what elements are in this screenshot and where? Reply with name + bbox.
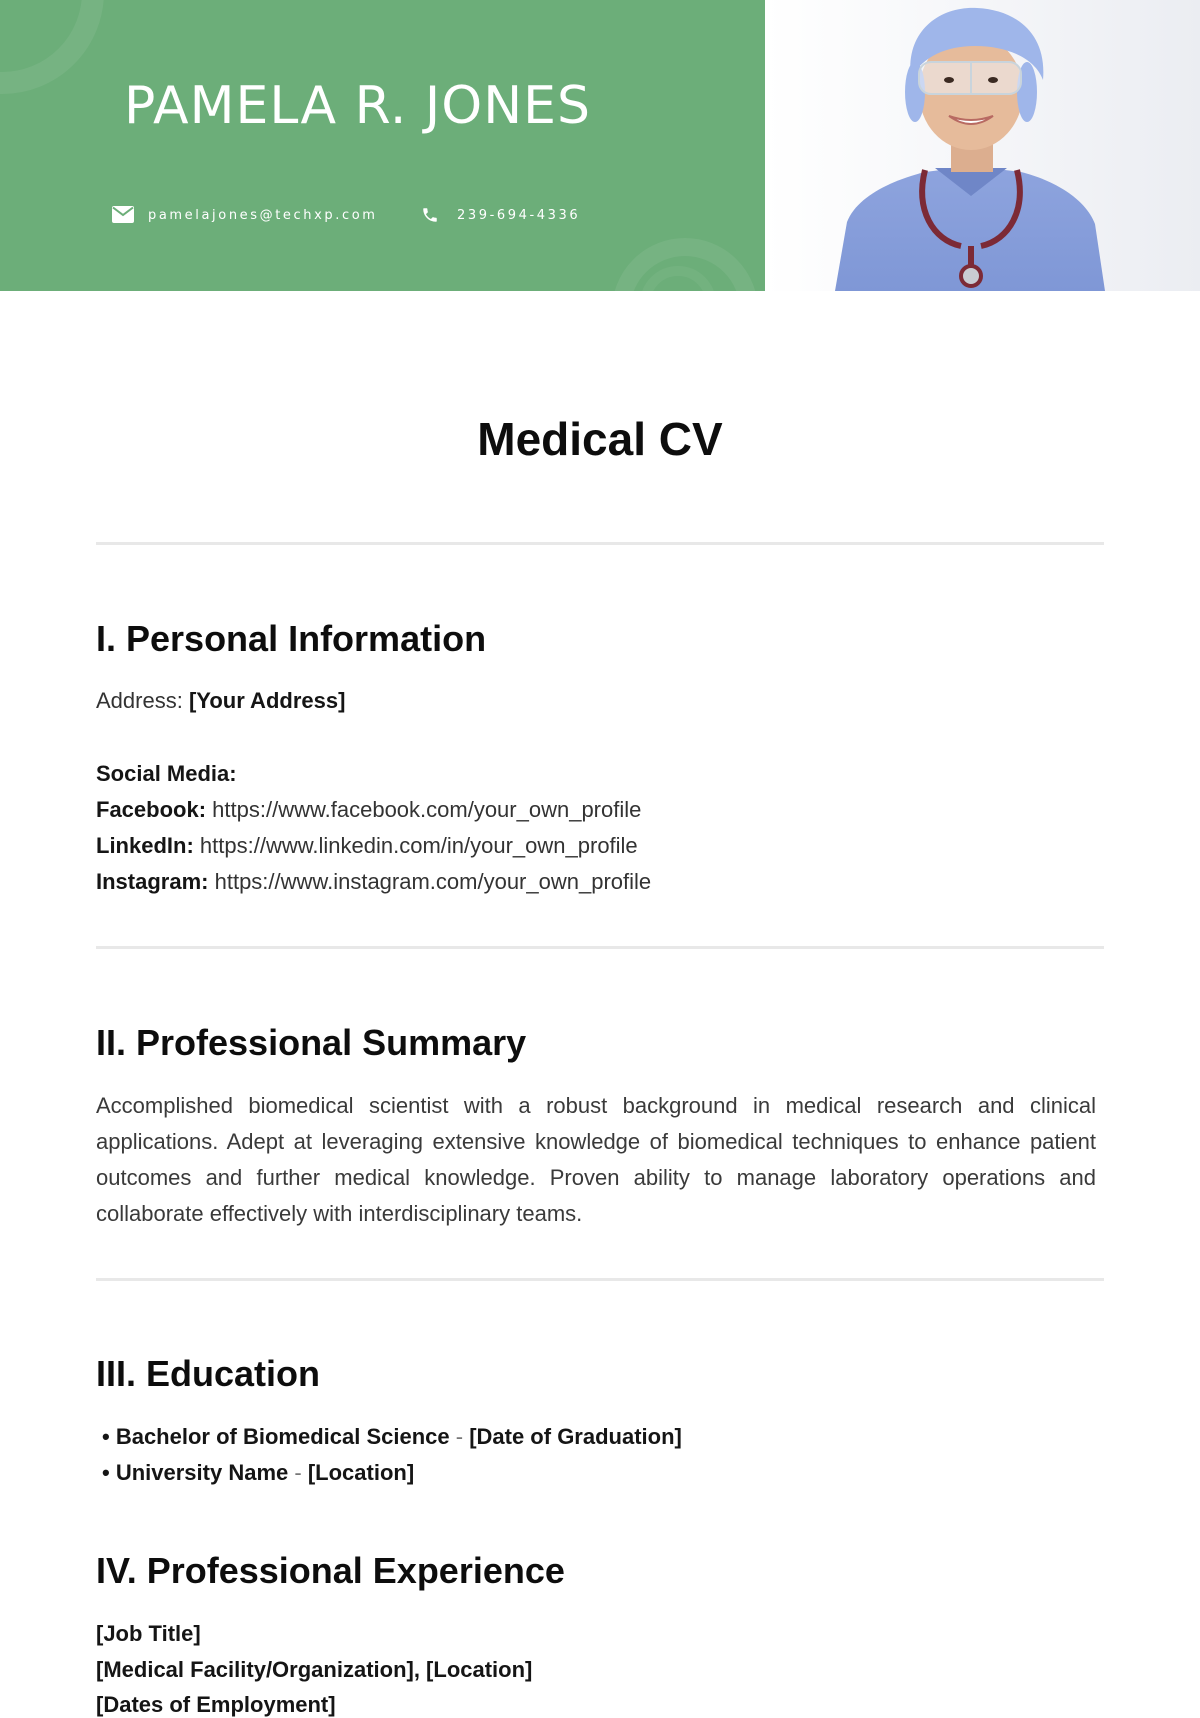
phone-icon xyxy=(421,206,443,224)
personal-info-heading: I. Personal Information xyxy=(96,618,487,659)
separator: - xyxy=(455,1424,464,1449)
phone-contact[interactable] xyxy=(421,206,580,224)
instagram-line xyxy=(96,869,651,895)
instagram-link[interactable]: https://www.instagram.com/your_own_profile xyxy=(214,869,652,894)
employment-dates: [Dates of Employment] xyxy=(96,1692,336,1717)
separator: - xyxy=(294,1460,302,1485)
section-divider xyxy=(96,1278,1104,1281)
social-media-label: Social Media: xyxy=(96,761,237,786)
university-name: University Name xyxy=(115,1460,289,1485)
linkedin-label: LinkedIn: xyxy=(96,833,194,858)
profile-photo xyxy=(765,0,1200,291)
linkedin-line xyxy=(96,833,638,859)
job-title: [Job Title] xyxy=(96,1621,201,1646)
email-contact[interactable] xyxy=(112,206,378,224)
degree-name: Bachelor of Biomedical Science xyxy=(115,1424,450,1449)
email-text: pamelajones@techxp.com xyxy=(148,207,378,223)
section-divider xyxy=(96,542,1104,545)
facebook-label: Facebook: xyxy=(96,797,207,822)
decorative-circle xyxy=(0,0,104,94)
experience-heading: IV. Professional Experience xyxy=(96,1550,565,1591)
summary-heading: II. Professional Summary xyxy=(96,1022,527,1063)
bullet: • xyxy=(102,1460,110,1485)
header-banner xyxy=(0,0,765,291)
linkedin-link[interactable]: https://www.linkedin.com/in/your_own_profile xyxy=(199,833,638,858)
education-heading: III. Education xyxy=(96,1353,321,1394)
instagram-label: Instagram: xyxy=(96,869,209,894)
address-label: Address: xyxy=(96,688,183,713)
document-title: Medical CV xyxy=(477,413,723,465)
address-line xyxy=(96,688,345,714)
cv-header xyxy=(0,0,1200,291)
university-location: [Location] xyxy=(307,1460,415,1485)
bullet: • xyxy=(102,1424,110,1449)
facebook-link[interactable]: https://www.facebook.com/your_own_profile xyxy=(212,797,642,822)
education-item xyxy=(102,1424,682,1450)
summary-text: Accomplished biomedical scientist with a robust background in medical research and clinical applications. Adept at leveraging extensive knowledge of biomedical techniques to enhance patient outcomes and further medical knowledge. Proven ability to manage laboratory operations and collaborate effectively with interdisciplinary teams. xyxy=(96,1093,1096,1226)
graduation-date: [Date of Graduation] xyxy=(469,1424,682,1449)
social-media-heading xyxy=(96,761,237,787)
section-divider xyxy=(96,946,1104,949)
facility-location: [Medical Facility/Organization], [Location] xyxy=(96,1657,533,1682)
candidate-name: PAMELA R. JONES xyxy=(124,76,591,136)
phone-text: 239-694-4336 xyxy=(457,207,581,223)
facebook-line xyxy=(96,797,641,823)
envelope-icon xyxy=(112,206,134,224)
education-item xyxy=(102,1460,414,1486)
address-value: [Your Address] xyxy=(188,688,346,713)
